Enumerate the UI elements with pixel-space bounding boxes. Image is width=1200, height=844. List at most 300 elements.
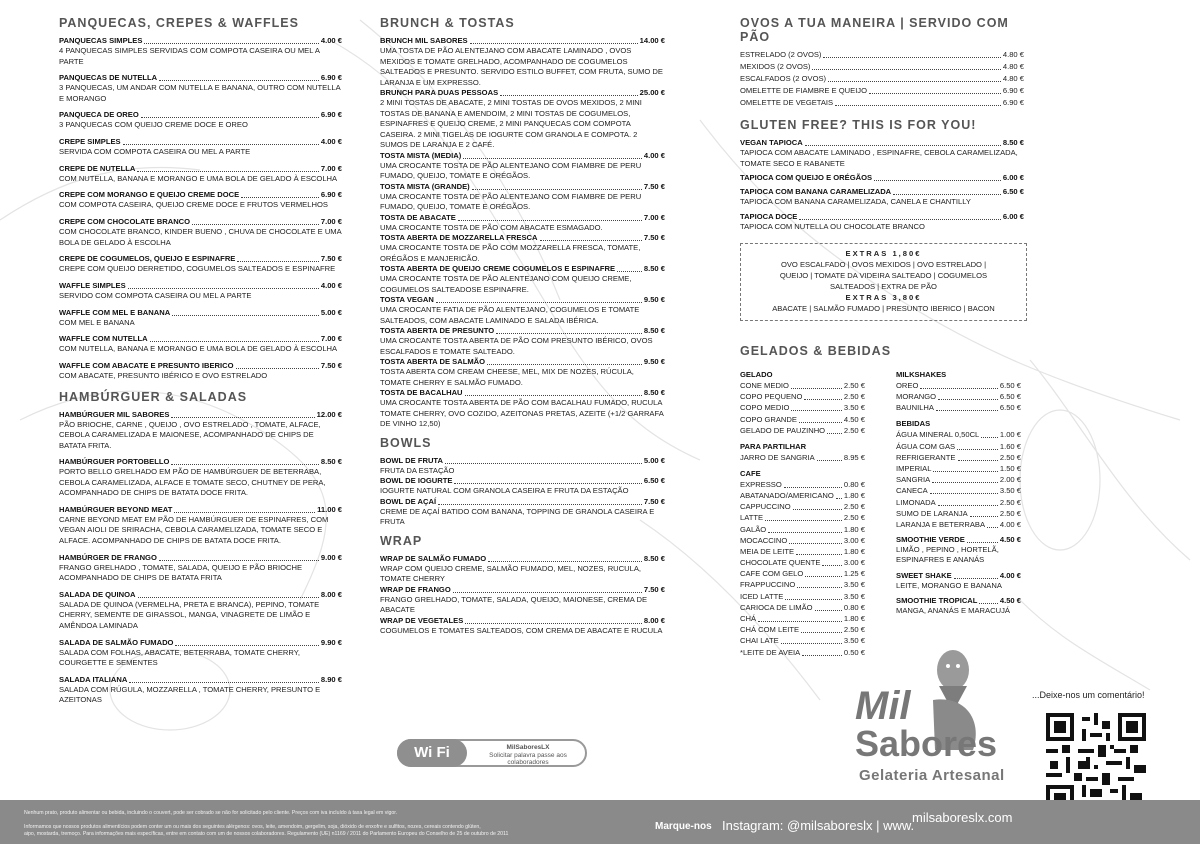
menu-item-price: 9.00 €: [320, 552, 342, 562]
gelados-section: [740, 344, 1030, 358]
menu-item-price: 11.00 €: [317, 504, 342, 514]
menu-item-header: [740, 381, 865, 391]
menu-item-price: 7.50 €: [320, 361, 342, 371]
menu-item-description: SALADA COM RÚGULA, MOZZARELLA , TOMATE CHERRY, PRESUNTO E AZEITONAS: [59, 684, 321, 705]
dot-leader: [827, 433, 842, 434]
menu-item-name: TOSTA MISTA (GRANDE): [380, 181, 470, 191]
menu-item-header: [380, 456, 665, 466]
menu-item-header: [740, 138, 1024, 148]
menu-item-name: ESTRELADO (2 OVOS): [740, 50, 822, 59]
menu-item-header: [59, 457, 342, 467]
menu-item: [380, 36, 665, 88]
menu-item-header: [740, 62, 1024, 72]
menu-item-name: WRAP DE FRANGO: [380, 584, 451, 594]
dot-leader: [958, 460, 998, 461]
drinks-subheading: MILKSHAKES: [896, 370, 947, 379]
dot-leader: [828, 81, 1001, 82]
menu-item-price: 6.50 €: [999, 392, 1021, 402]
menu-item-header: [380, 264, 665, 274]
menu-item-price: 1.80 €: [843, 524, 865, 534]
menu-item-price: 2.00 €: [999, 475, 1021, 485]
menu-item-price: 1.60 €: [999, 441, 1021, 451]
menu-item-price: 2.50 €: [999, 497, 1021, 507]
wifi-label: Wi Fi: [414, 744, 450, 761]
dot-leader: [796, 554, 842, 555]
menu-item-price: 1.25 €: [843, 569, 865, 579]
dot-leader: [237, 261, 319, 262]
menu-item: [380, 388, 665, 430]
dot-leader: [453, 592, 642, 593]
menu-item-price: 4.80 €: [1002, 50, 1024, 59]
dot-leader: [804, 399, 841, 400]
menu-item-price: 4.80 €: [1002, 74, 1024, 83]
section-title: GLUTEN FREE? THIS IS FOR YOU!: [740, 118, 977, 132]
menu-item-name: BOWL DE IOGURTE: [380, 476, 453, 485]
menu-item-price: 8.50 €: [1002, 138, 1024, 147]
menu-item-name: TAPIOCA COM BANANA CARAMELIZADA: [740, 187, 892, 196]
menu-item-header: [59, 638, 342, 648]
menu-item-header: [896, 392, 1021, 402]
dot-leader: [500, 95, 638, 96]
menu-item: [59, 254, 342, 275]
dot-leader: [932, 482, 998, 483]
dot-leader: [463, 158, 642, 159]
menu-item-price: 5.00 €: [643, 455, 665, 465]
menu-item-description: 3 PANQUECAS COM QUEIJO CREME DOCE E OREO: [59, 120, 248, 130]
menu-item-price: 1.80 €: [843, 546, 865, 556]
menu-item-header: [740, 392, 865, 402]
menu-item-name: VEGAN TAPIOCA: [740, 138, 803, 147]
menu-item-header: [896, 571, 1021, 581]
menu-item-price: 6.90 €: [320, 73, 342, 83]
menu-item-header: [59, 73, 342, 83]
menu-item-name: BOWL DE FRUTA: [380, 455, 443, 465]
menu-item-name: ESCALFADOS (2 OVOS): [740, 74, 827, 83]
menu-item-description: UMA CROCANTE TOSTA DE PÃO ALENTEJANO COM FIAMBRE DE PERU FUMADO, QUEIJO, TOMATE E ORÉGÃOS.: [380, 191, 642, 211]
wifi-password-note: colaboradores: [507, 759, 549, 766]
menu-item-header: [380, 388, 665, 398]
menu-item-name: CARIOCA DE LIMÃO: [740, 602, 813, 612]
menu-item-name: SANGRIA: [896, 475, 931, 485]
menu-item-header: [740, 580, 865, 590]
menu-item-name: CONE MEDIO: [740, 381, 789, 390]
menu-item-name: WRAP DE VEGETALES: [380, 615, 464, 625]
menu-item-header: [740, 569, 865, 579]
menu-item: [380, 295, 665, 326]
menu-item-name: BRUNCH PARA DUAS PESSOAS: [380, 88, 499, 97]
menu-item: [380, 476, 665, 497]
menu-item-name: SWEET SHAKE: [896, 570, 952, 580]
menu-item-price: 1.50 €: [999, 463, 1021, 473]
section-title: OVOS A TUA MANEIRA | SERVIDO COM PÃO: [740, 16, 1009, 44]
extras-line: QUEIJO | TOMATE DA VIDEIRA SALTEADO | COGUMELOS: [779, 271, 988, 280]
menu-item-header: [380, 616, 665, 626]
menu-item-header: [740, 536, 865, 546]
menu-item-header: [740, 98, 1024, 108]
menu-item-header: [740, 212, 1024, 222]
menu-item-header: [380, 357, 665, 367]
menu-item-price: 4.80 €: [1002, 62, 1024, 71]
menu-item-description: COM COMPOTA CASEIRA, QUEIJO CREME DOCE E FRUTOS VERMELHOS: [59, 200, 328, 210]
dot-leader: [175, 645, 318, 646]
menu-item-name: WAFFLE COM ABACATE E PRESUNTO IBERICO: [59, 361, 234, 371]
menu-item-header: [896, 442, 1021, 452]
menu-item: [59, 334, 342, 355]
extras-line: OVO ESCALFADO | OVOS MEXIDOS | OVO ESTRELADO |: [780, 260, 987, 269]
dot-leader: [874, 180, 1001, 181]
menu-item: [59, 410, 342, 452]
dot-leader: [802, 655, 842, 656]
menu-item-description: UMA CROCANTE TOSTA DE PÃO COM ABACATE ESMAGADO.: [380, 222, 603, 232]
menu-item-description: CREME DE AÇAÍ BATIDO COM BANANA, TOPPING DE GRANOLA CASEIRA E FRUTA: [380, 506, 655, 526]
dot-leader: [172, 315, 319, 316]
menu-item-header: [59, 36, 342, 46]
drink-item: [896, 596, 1021, 617]
menu-item-header: [740, 491, 865, 501]
dot-leader: [987, 527, 998, 528]
menu-item-name: WAFFLE SIMPLES: [59, 281, 126, 290]
wifi-network: MilSaboresLX: [506, 744, 550, 751]
menu-item: [59, 217, 342, 248]
menu-item-header: [740, 426, 865, 436]
menu-item-price: 6.90 €: [320, 110, 342, 120]
menu-item-name: TOSTA ABERTA DE MOZZARELLA FRESCA: [380, 233, 538, 242]
menu-item-header: [896, 475, 1021, 485]
menu-item: [59, 281, 342, 302]
dot-leader: [805, 576, 842, 577]
menu-item-name: IMPERIAL: [896, 463, 932, 473]
menu-item-price: 2.50 €: [843, 625, 865, 635]
menu-item-price: 0.80 €: [843, 479, 865, 489]
menu-item-name: SALADA DE SALMÃO FUMADO: [59, 637, 174, 647]
menu-item: [380, 456, 665, 477]
menu-item-header: [896, 520, 1021, 530]
menu-item-header: [740, 187, 1024, 197]
menu-item-name: CREPE DE COGUMELOS, QUEIJO E ESPINAFRE: [59, 254, 236, 264]
dot-leader: [836, 498, 842, 499]
menu-item-price: 6.50 €: [999, 403, 1021, 413]
dot-leader: [174, 512, 315, 513]
menu-item-price: 8.50 €: [643, 553, 665, 563]
menu-item-name: CANECA: [896, 486, 928, 496]
section-title: PANQUECAS, CREPES & WAFFLES: [59, 16, 299, 30]
menu-item-name: TAPIOCA DOCE: [740, 211, 798, 221]
extras-line: SALTEADOS | EXTRA DE PÃO: [830, 282, 937, 291]
menu-item-price: 8.50 €: [643, 326, 665, 335]
menu-item-description: UMA CROCANTE TOSTA ABERTA DE PÃO COM PRESUNTO IBÉRICO, OVOS ESCALFADOS E TOMATE SALTEADO.: [380, 336, 653, 356]
dot-leader: [496, 333, 642, 334]
menu-item-description: 3 PANQUECAS, UM ANDAR COM NUTELLA E BANANA, OUTRO COM NUTELLA E MORANGO: [59, 83, 341, 103]
menu-item-description: FRANGO GRELHADO , TOMATE, SALADA, QUEIJO E PÃO BRIOCHE ACOMPANHADO DE CHIPS DE BATATA FRITA: [59, 562, 303, 583]
dot-leader: [799, 219, 1000, 220]
menu-item-header: [896, 486, 1021, 496]
menu-item-description: COM NUTELLA, BANANA E MORANGO E UMA BOLA DE GELADO À ESCOLHA: [59, 344, 338, 354]
menu-item-price: 7.00 €: [320, 334, 342, 344]
menu-item-name: BOWL DE AÇAÍ: [380, 496, 437, 506]
drink-item: [896, 535, 1021, 566]
menu-item-name: GELADO DE PAUZINHO: [740, 425, 826, 435]
menu-item-name: ABATANADO/AMERICANO: [740, 490, 834, 500]
menu-item-price: 6.50 €: [999, 381, 1021, 390]
menu-item: [59, 361, 342, 382]
menu-item-description: UMA CROCANTE FATIA DE PÃO ALENTEJANO, COGUMELOS E TOMATE SALTEADOS, COM ABACATE LAMINADO E SALADA IBÉRICA.: [380, 305, 640, 325]
menu-item-name: LATTE: [740, 513, 764, 523]
menu-item-header: [740, 86, 1024, 96]
dot-leader: [930, 493, 998, 494]
menu-item-header: [380, 88, 665, 98]
menu-item-name: HAMBÚRGUER PORTOBELLO: [59, 457, 170, 467]
menu-item-price: 3.50 €: [843, 591, 865, 601]
dot-leader: [470, 43, 638, 44]
footer-bar: [0, 800, 1200, 844]
menu-item-price: 1.80 €: [843, 614, 865, 623]
dot-leader: [768, 532, 842, 533]
dot-leader: [869, 93, 1001, 94]
menu-item-price: 7.50 €: [643, 584, 665, 594]
menu-item-price: 6.90 €: [1002, 98, 1024, 107]
menu-item-name: CHOCOLATE QUENTE: [740, 558, 821, 568]
menu-item-header: [380, 151, 665, 161]
dot-leader: [954, 578, 998, 579]
menu-item-header: [896, 453, 1021, 463]
dot-leader: [936, 410, 998, 411]
menu-item-name: BRUNCH MIL SABORES: [380, 36, 468, 45]
menu-item-description: TAPIOCA COM NUTELLA OU CHOCOLATE BRANCO: [740, 221, 925, 231]
dot-leader: [171, 417, 314, 418]
menu-item-description: WRAP COM QUEIJO CREME, SALMÃO FUMADO, MEL, NOZES, RUCULA, TOMATE CHERRY: [380, 563, 642, 583]
extras-heading-2: EXTRAS 3,80€: [845, 293, 922, 302]
menu-item-header: [59, 308, 342, 318]
menu-item-name: CREPE COM CHOCOLATE BRANCO: [59, 217, 191, 227]
menu-item: [380, 213, 665, 234]
menu-item-price: 9.90 €: [320, 637, 342, 647]
menu-item-header: [380, 554, 665, 564]
dot-leader: [540, 240, 642, 241]
dot-leader: [472, 189, 642, 190]
dot-leader: [171, 464, 318, 465]
menu-item-header: [740, 603, 865, 613]
menu-item-price: 2.50 €: [999, 508, 1021, 518]
menu-item-header: [740, 453, 865, 463]
menu-item-description: SALADA DE QUINOA (VERMELHA, PRETA E BRANCA), PEPINO, TOMATE CHERRY, SEMENTE DE GIRASSOL, MANGA, VINAGRETE DE LIMÃO E AMÊNDOA LAMINADA: [59, 599, 320, 630]
menu-item-description: FRANGO GRELHADO, TOMATE, SALADA, QUEIJO, MAIONESE, CREMA DE ABACATE: [380, 594, 648, 614]
menu-item: [740, 138, 1024, 169]
dot-leader: [758, 621, 842, 622]
menu-item-price: 2.50 €: [999, 452, 1021, 462]
menu-item-header: [896, 403, 1021, 413]
menu-item: [380, 554, 665, 585]
menu-item-name: CHAI LATE: [740, 636, 779, 646]
menu-item-name: CREPE SIMPLES: [59, 137, 121, 147]
menu-item-name: CREPE COM MORANGO E QUEIJO CREME DOCE: [59, 190, 240, 200]
footer-allergen-note: Informamos que nossos produtos alimentícios podem conter um ou mais dos seguintes alérgenos: ovos, leite, amendoim, gergelim, soja, dióxido de enxofre e sulfitos, nozes, cereais contendo glúten,: [24, 824, 481, 830]
dot-leader: [236, 368, 319, 369]
wifi-password-note: Solicitar palavra passe aos: [489, 751, 567, 759]
dot-leader: [785, 599, 842, 600]
extras-line: ABACATE | SALMÃO FUMADO | PRESUNTO IBERICO | BACON: [772, 304, 995, 313]
menu-item: [380, 585, 665, 616]
menu-item-name: SMOOTHIE VERDE: [896, 534, 965, 544]
logo-tagline: Gelateria Artesanal: [859, 767, 1005, 784]
menu-item-name: CHÁ COM LEITE: [740, 625, 800, 635]
menu-item-description: UMA CROCANTE TOSTA ABERTA DE PÃO COM BACALHAU FUMADO, RUCULA TOMATE CHERRY, OVO COZIDO, AZEITONAS PRETAS, AZEITE (+1/2 GARRAFA DE VINHO 12,50): [380, 398, 664, 428]
dot-leader: [438, 504, 642, 505]
dot-leader: [159, 80, 319, 81]
menu-item: [740, 212, 1024, 233]
menu-item-header: [740, 513, 865, 523]
menu-item-description: PORTO BELLO GRELHADO EM PÃO DE HAMBÚRGUER DE BETERRABA, CEBOLA CARAMELIZADA, ALFACE E TOMATE SECO, CHUTNEY DE PERA, ACOMPANHADO DE CHIPS DE BATATA DOCE FRITA.: [59, 467, 326, 498]
menu-item-price: 8.00 €: [643, 615, 665, 625]
section-title: HAMBÚRGUER & SALADAS: [59, 389, 248, 404]
dot-leader: [128, 288, 319, 289]
menu-item: [59, 36, 342, 67]
menu-item-description: COM NUTELLA, BANANA E MORANGO E UMA BOLA DE GELADO À ESCOLHA: [59, 173, 338, 183]
menu-item-name: CHÁ: [740, 614, 757, 623]
menu-item-header: [380, 476, 665, 486]
menu-item-name: TOSTA DE ABACATE: [380, 212, 456, 222]
menu-item-header: [740, 648, 865, 658]
footer-website-link[interactable]: milsaboreslx.com: [912, 810, 1013, 825]
menu-item-header: [740, 625, 865, 635]
menu-column-1: [59, 16, 342, 712]
menu-item-price: 4.50 €: [843, 414, 865, 424]
section-title: GELADOS & BEBIDAS: [740, 344, 892, 358]
dot-leader: [781, 643, 842, 644]
menu-item-header: [896, 596, 1021, 606]
menu-item: [59, 590, 342, 632]
menu-item-name: BAUNILHA: [896, 403, 934, 413]
menu-item: [740, 173, 1024, 183]
footer-instagram-link[interactable]: Instagram: @milsaboreslx | www.: [722, 818, 915, 833]
dot-leader: [159, 560, 319, 561]
menu-item-header: [59, 190, 342, 200]
menu-item-name: SMOOTHIE TROPICAL: [896, 596, 978, 606]
dot-leader: [617, 271, 642, 272]
menu-item-name: MEXIDOS (2 OVOS): [740, 62, 811, 71]
menu-item-price: 7.50 €: [643, 233, 665, 242]
dot-leader: [822, 565, 841, 566]
menu-item-name: MEIA DE LEITE: [740, 546, 795, 556]
menu-item-name: SUMO DE LARANJA: [896, 508, 968, 518]
menu-item-header: [896, 381, 1021, 391]
menu-item-price: 25.00 €: [639, 88, 665, 97]
menu-item-header: [59, 281, 342, 291]
drinks-subheading: CAFE: [740, 468, 761, 478]
menu-item-price: 5.00 €: [320, 307, 342, 317]
dot-leader: [823, 57, 1000, 58]
menu-item-price: 8.90 €: [320, 674, 342, 684]
menu-item-header: [896, 498, 1021, 508]
menu-item-name: REFRIGERANTE: [896, 452, 956, 462]
menu-item-name: FRAPPUCCINO: [740, 580, 796, 590]
menu-item-header: [740, 74, 1024, 84]
menu-item-description: TOSTA ABERTA COM CREAM CHEESE, MEL, MIX DE NOZES, RÚCULA, TOMATE CHERRY E SALMÃO FUMADO.: [380, 367, 634, 387]
menu-item-header: [380, 497, 665, 507]
menu-item: [380, 357, 665, 388]
menu-item-price: 6.00 €: [1002, 173, 1024, 182]
qr-code-icon[interactable]: [1046, 713, 1146, 813]
menu-item-price: 6.50 €: [1002, 187, 1024, 196]
menu-item-price: 3.50 €: [999, 486, 1021, 496]
wifi-badge: [397, 739, 587, 767]
menu-item: [380, 88, 665, 151]
menu-item-header: [740, 614, 865, 624]
menu-item: [59, 73, 342, 104]
menu-item-header: [59, 505, 342, 515]
dot-leader: [123, 144, 319, 145]
menu-item-name: COPO MEDIO: [740, 403, 790, 413]
menu-item-header: [59, 254, 342, 264]
mil-sabores-logo: [855, 640, 1005, 790]
menu-item-description: UMA CROCANTE TOSTA DE PÃO ALENTEJANO COM QUEIJO CREME, COGUMELOS SALTEADOSE ESPINAFRE.: [380, 274, 632, 294]
menu-item-name: HAMBÚRGUER BEYOND MEAT: [59, 504, 173, 514]
menu-item-header: [740, 480, 865, 490]
menu-item: [59, 137, 342, 158]
menu-item-name: EXPRESSO: [740, 479, 782, 489]
menu-item-price: 8.00 €: [320, 589, 342, 599]
dot-leader: [805, 145, 1001, 146]
dot-leader: [893, 194, 1001, 195]
menu-item-name: TOSTA DE BACALHAU: [380, 388, 463, 397]
menu-item-description: UMA CROCANTE TOSTA DE PÃO ALENTEJANO COM FIAMBRE DE PERU FUMADO, QUEIJO, TOMATE E ORÉGÃOS.: [380, 160, 642, 180]
dot-leader: [765, 520, 842, 521]
dot-leader: [815, 610, 842, 611]
menu-item-name: TOSTA ABERTA DE SALMÃO: [380, 357, 486, 366]
dot-leader: [436, 302, 642, 303]
menu-item-price: 7.00 €: [320, 163, 342, 173]
footer-allergen-note-2: aipo, mostarda, tremoço. Para informações mais específicas, entre em contato com um de nossos colaboradores. Regulamento (UE) n1169 / 2011 do Parlamento Europeu do Conselho de 25 de outubro de 2011: [24, 831, 509, 837]
section-title: BRUNCH & TOSTAS: [380, 16, 515, 30]
menu-item-description: UMA CROCANTE TOSTA DE PÃO COM MOZZARELLA FRESCA, TOMATE, ORÉGÃOS E MANJERICÃO.: [380, 243, 641, 263]
menu-item-name: HAMBÚRGUER MIL SABORES: [59, 409, 170, 419]
menu-item-name: WAFFLE COM MEL E BANANA: [59, 307, 171, 317]
menu-item-description: CARNE BEYOND MEAT EM PÃO DE HAMBÚRGUER DE ESPINAFRES, COM VEGAN AIOLI DE SRIRACHA, CEBOLA CARAMELIZADA, TOMATE SECO E ALFACE. ACOMPANHADO DE CHIPS DE BATATA DOCE FRITA.: [59, 514, 329, 545]
menu-item: [59, 638, 342, 669]
menu-item-price: 1.80 €: [843, 490, 865, 500]
drinks-subheading: PARA PARTILHAR: [740, 441, 807, 451]
menu-item-header: [740, 636, 865, 646]
menu-item: [380, 233, 665, 264]
dot-leader: [791, 410, 842, 411]
menu-item-description: 2 MINI TOSTAS DE ABACATE, 2 MINI TOSTAS DE OVOS MEXIDOS, 2 MINI TOSTAS DE BANANA E AMENDOIM, 2 MINI TOSTAS DE COGUMELOS, ESPINAFRES E QUEIJO CREME, 2 MINI PANQUECAS COM COMPOTA CASEIRA. 2 MINI TIGELAS DE IOGURTE COM GRANOLA E COMPOTA. 2 SUMOS DE LARANJA E 2 CAFÉ.: [380, 98, 642, 149]
dot-leader: [141, 117, 319, 118]
menu-item-price: 7.00 €: [643, 212, 665, 222]
menu-item-name: ICED LATTE: [740, 591, 784, 601]
menu-item-name: SALADA ITALIANA: [59, 674, 128, 684]
menu-item-price: 7.00 €: [320, 217, 342, 227]
dot-leader: [487, 364, 642, 365]
menu-item-description: TAPIOCA COM ABACATE LAMINADO , ESPINAFRE, CEBOLA CARAMELIZADA, TOMATE SECO E RABANETE: [740, 148, 1018, 168]
dot-leader: [799, 422, 842, 423]
menu-item-price: 8.50 €: [320, 457, 342, 467]
menu-item-name: CAFE COM GELO: [740, 569, 804, 579]
menu-item: [59, 110, 342, 131]
menu-item-header: [740, 558, 865, 568]
menu-item-name: OMELETTE DE FIAMBRE E QUEIJO: [740, 86, 868, 95]
menu-item-name: *LEITE DE AVEIA: [740, 647, 801, 657]
menu-item-price: 2.50 €: [843, 381, 865, 390]
menu-item-name: GALÃO: [740, 524, 767, 534]
dot-leader: [445, 463, 642, 464]
menu-item-name: COPO GRANDE: [740, 414, 797, 424]
drink-description: MANGA, ANANÁS E MARACUJÁ: [896, 606, 1010, 616]
menu-item: [59, 505, 342, 547]
dot-leader: [465, 623, 642, 624]
menu-item: [380, 616, 665, 637]
footer-marque: Marque-nos: [655, 821, 712, 832]
menu-item-name: CAPPUCCINO: [740, 502, 791, 512]
drinks-subheading: GELADO: [740, 370, 773, 379]
